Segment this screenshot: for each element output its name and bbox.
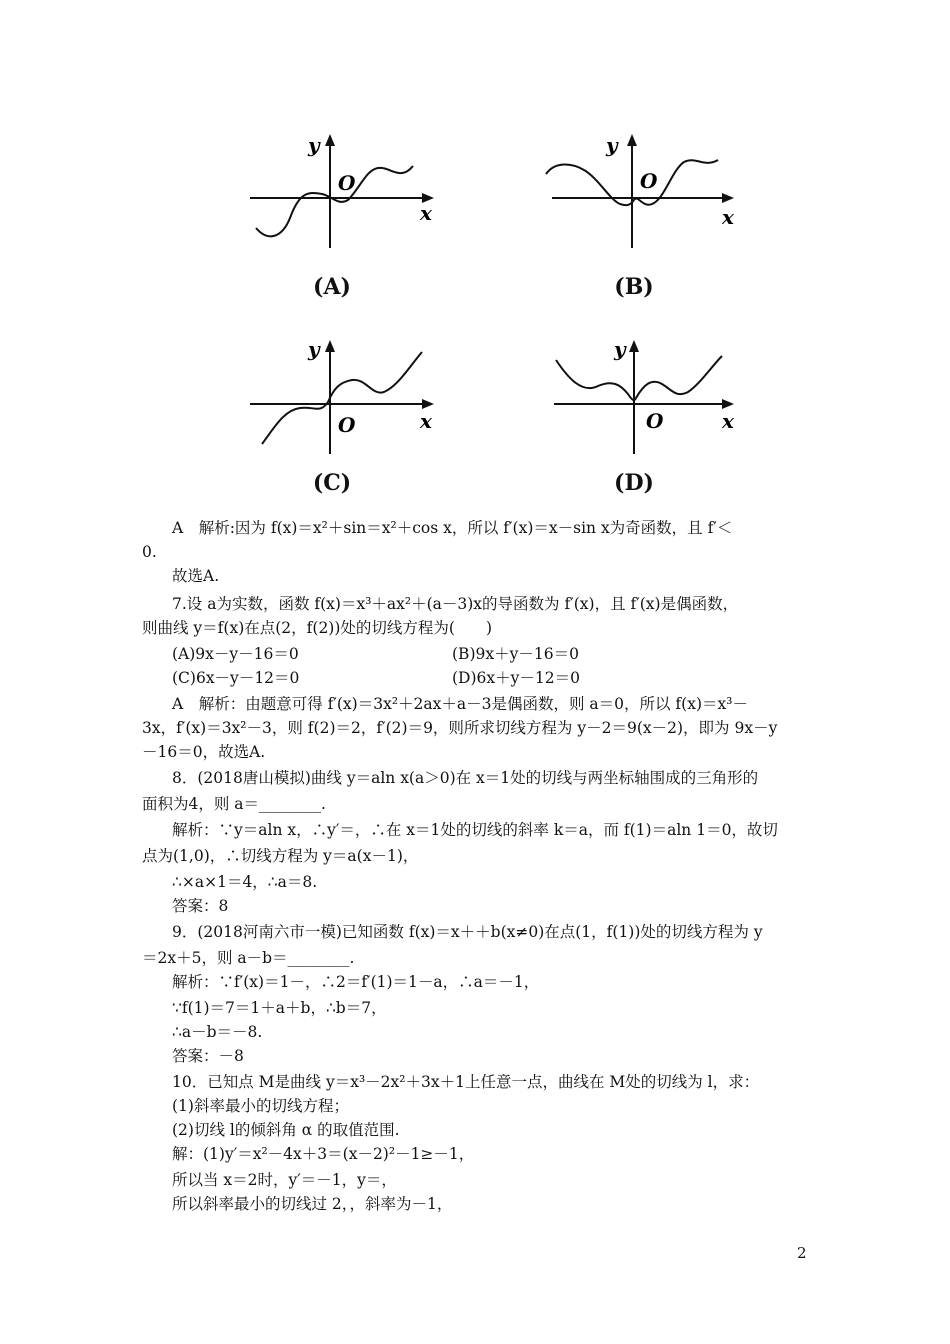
page-number: 2 (797, 1244, 807, 1262)
option-b: (B)9x＋y－16＝0 (452, 645, 579, 663)
graph-c (248, 336, 438, 456)
text-line: 则曲线 y＝f(x)在点(2，f(2))处的切线方程为( ) (142, 619, 492, 637)
graph-a-plot (248, 130, 438, 250)
text-line: 9．(2018河南六市一模)已知函数 f(x)＝x＋＋b(x≠0)在点(1，f(1))处的切线方程为 y (172, 923, 763, 941)
text-line: ＝2x＋5，则 a－b＝________. (142, 949, 355, 967)
text-line: 点为(1,0)，∴切线方程为 y＝a(x－1)， (142, 847, 419, 865)
graph-a-origin-label: O (338, 171, 356, 195)
graph-c-y-label: y (308, 337, 320, 361)
graph-b-label: (B) (614, 274, 654, 300)
text-line: 答案：－8 (172, 1047, 244, 1065)
text-line: 所以斜率最小的切线过 2，，斜率为－1， (172, 1195, 453, 1213)
graph-a-label: (A) (313, 274, 351, 300)
text-line: ∵f(1)＝7＝1＋a＋b，∴b＝7， (172, 999, 387, 1017)
graph-c-label: (C) (312, 470, 352, 496)
text-line: (1)斜率最小的切线方程； (172, 1097, 349, 1115)
text-line: 解：(1)y′＝x²－4x＋3＝(x－2)²－1≥－1， (172, 1145, 475, 1163)
graph-d-origin-label: O (646, 409, 664, 433)
option-a: (A)9x－y－16＝0 (172, 645, 299, 663)
text-line: A 解析:因为 f(x)＝x²＋sin＝x²＋cos x，所以 f′(x)＝x－sin x为奇函数，且 f′＜ (172, 519, 733, 537)
text-line: 10．已知点 M是曲线 y＝x³－2x²＋3x＋1上任意一点，曲线在 M处的切线为 l，求： (172, 1073, 760, 1091)
graph-b (544, 130, 744, 250)
graph-b-y-label: y (606, 133, 618, 157)
text-line: (2)切线 l的倾斜角 α 的取值范围. (172, 1121, 400, 1139)
text-line: 7.设 a为实数，函数 f(x)＝x³＋ax²＋(a－3)x的导函数为 f′(x)，且 f′(x)是偶函数， (172, 595, 739, 613)
text-line: 3x，f′(x)＝3x²－3，则 f(2)＝2，f′(2)＝9，则所求切线方程为 y－2＝9(x－2)，即为 9x－y (142, 719, 778, 737)
graph-a-y-label: y (308, 133, 320, 157)
graph-a (248, 130, 438, 250)
graph-d-y-label: y (614, 337, 626, 361)
graph-d-plot (548, 336, 744, 456)
graph-c-origin-label: O (338, 413, 356, 437)
graph-b-x-label: x (722, 205, 734, 229)
text-line: 8．(2018唐山模拟)曲线 y＝aln x(a＞0)在 x＝1处的切线与两坐标轴围成的三角形的 (172, 769, 759, 787)
text-line: 答案：8 (172, 897, 229, 915)
text-line: 故选A. (172, 567, 220, 585)
text-line: ∴×a×1＝4，∴a＝8. (172, 873, 318, 891)
text-line: A 解析：由题意可得 f′(x)＝3x²＋2ax＋a－3是偶函数，则 a＝0，所以 f(x)＝x³－ (172, 695, 748, 713)
graph-b-origin-label: O (640, 169, 658, 193)
option-d: (D)6x＋y－12＝0 (452, 669, 580, 687)
text-line: 所以当 x＝2时，y′＝－1，y＝， (172, 1171, 397, 1189)
graph-b-plot (544, 130, 744, 250)
text-line: 解析：∵y＝aln x，∴y′＝，∴在 x＝1处的切线的斜率 k＝a，而 f(1)＝aln 1＝0，故切 (172, 821, 778, 839)
text-line: －16＝0，故选A. (142, 743, 266, 761)
graph-d (548, 336, 744, 456)
graph-c-x-label: x (420, 409, 432, 433)
graph-d-x-label: x (722, 409, 734, 433)
text-line: 面积为4，则 a＝________. (142, 795, 326, 813)
graph-c-plot (248, 336, 438, 456)
text-line: 解析：∵f′(x)＝1－，∴2＝f′(1)＝1－a，∴a＝－1， (172, 973, 540, 991)
text-line: ∴a－b＝－8. (172, 1023, 263, 1041)
text-line: 0. (142, 543, 157, 561)
graph-d-label: (D) (614, 470, 654, 496)
graph-a-x-label: x (420, 201, 432, 225)
option-c: (C)6x－y－12＝0 (172, 669, 300, 687)
